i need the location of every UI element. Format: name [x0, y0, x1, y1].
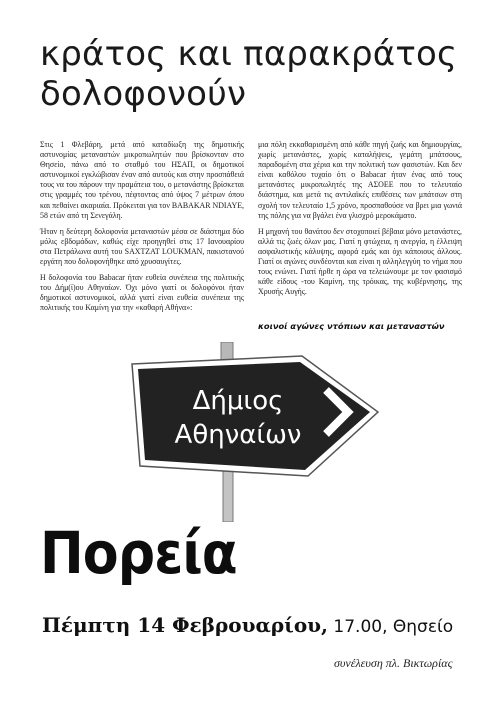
- event-date: Πέμπτη 14 Φεβρουαρίου,: [42, 613, 329, 637]
- road-sign: [126, 342, 382, 522]
- article-paragraph: Η μηχανή του θανάτου δεν στοχοποιεί βέβαια μόνο μετανάστες, αλλά τις ζωές όλων μας. Γιατί η φτώχεια, η ανεργία, η έλλειψη ασφαλιστικής κάλυψης, αφορά εμάς και όχι κάποιους άλλους. Γιατί οι αγώνες συνδέονται και είναι η αλληλεγγύη το νήμα που τους ενώνει. Γιατί ήρθε η ώρα να τελειώνουμε με τον φασισμό κάθε είδους -του Καμίνη, της τρόικας, της κυβέρνησης, της Χρυσής Αυγής.: [258, 226, 462, 297]
- article-right-column: [258, 140, 462, 303]
- event-time-place: 17.00, Θησείο: [328, 617, 454, 637]
- article-paragraph: Στις 1 Φλεβάρη, μετά από καταδίωξη της δημοτικής αστυνομίας μεταναστών μικροπωλητών που βρίσκονταν στο Θησείο, πάνω από το σταθμό του ΗΣΑΠ, οι δημοτικοί αστυνομικοί εγκλώβισαν έναν από αυτούς και στην προσπάθειά τους να του πάρουν την πραμάτεια του, ο μετανάστης βρίσκεται στις γραμμές του τρένου, πέφτοντας από ύψος 7 μέτρων όπου και πεθαίνει ακαριαία. Πρόκειται για τον BABAKAR NDIAYE, 58 ετών από τη Σενεγάλη.: [40, 140, 244, 220]
- title-line-1: κράτος και παρακράτος: [40, 34, 458, 74]
- article-paragraph: Ήταν η δεύτερη δολοφονία μεταναστών μέσα σε διάστημα δύο μόλις εβδομάδων, καθώς είχε προηγηθεί στις 17 Ιανουαρίου στα Πετράλωνα αυτή του SAXTZAT LOUKMAN, πακιστανού εργάτη που δολοφονήθηκε από χρυσαυγίτες.: [40, 226, 244, 267]
- article-paragraph: μια πόλη εκκαθαρισμένη από κάθε πηγή ζωής και δημιουργίας, χωρίς μετανάστες, χωρίς καταλήψεις, γεμάτη μπάτσους, παραδομένη στα χέρια και την πολιτική των φασιστών. Και δεν είναι καθόλου τυχαίο ότι ο Babacar ήταν ένας από τους μετανάστες μικροπωλητές της ΑΣΟΕΕ που το τελευταίο διάστημα, και μετά τις αντιλαϊκές επιθέσεις των μπάτσων στη σχολή τον τελευταίο 1,5 χρόνο, προσπαθούσε να βρει μια γωνιά της πόλης για να βγάλει ένα γλισχρό μεροκάματο.: [258, 140, 462, 220]
- sign-label-line-2: Αθηναίων: [174, 420, 302, 450]
- sign-label-line-1: Δήμιος: [192, 386, 284, 416]
- title-line-2: δολοφονούν: [40, 74, 247, 114]
- event-heading: Πορεία: [40, 519, 237, 587]
- slogan: κοινοί αγώνες ντόπιων και μεταναστών: [258, 321, 445, 331]
- article-left-column: [40, 140, 244, 320]
- article-paragraph: Η δολοφονία του Babacar ήταν ευθεία συνέπεια της πολιτικής του Δήμ(ί)ου Αθηναίων. Όχι μόνο γιατί οι δολοφόνοι ήταν δημοτικοί αστυνομικοί, αλλά γιατί είναι ευθεία συνέπεια της πολιτικής του Καμίνη για την «καθαρή Αθήνα»:: [40, 273, 244, 313]
- organizer: συνέλευση πλ. Βικτωρίας: [334, 656, 453, 670]
- poster-title: [40, 34, 460, 114]
- event-details: [42, 612, 453, 640]
